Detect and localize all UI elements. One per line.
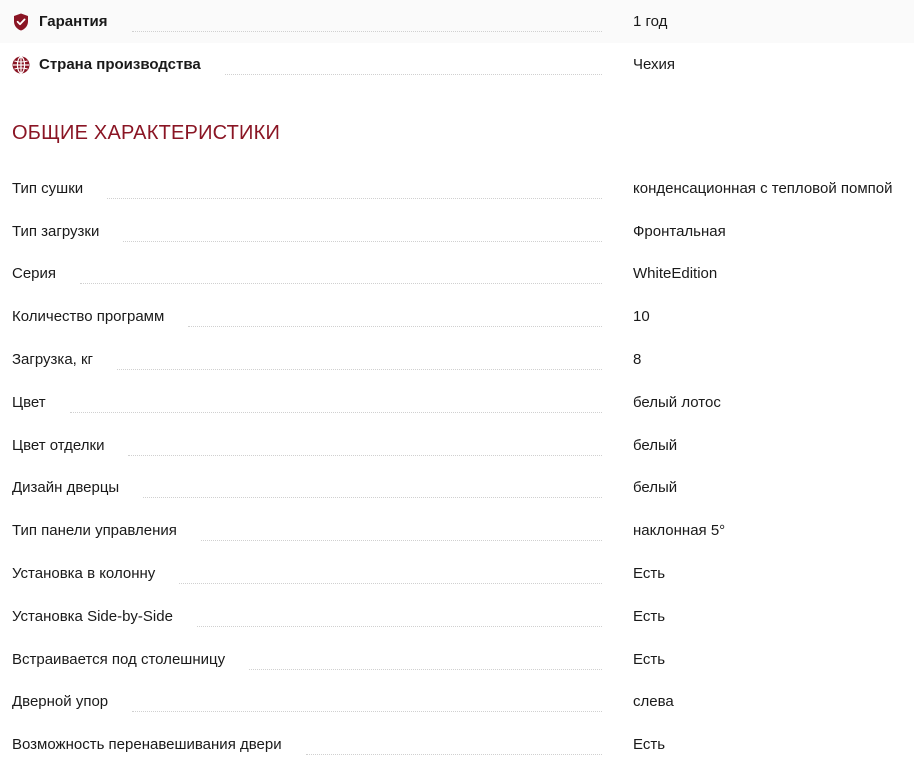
spec-value: белый (633, 479, 678, 497)
spec-label: Установка Side-by-Side (12, 607, 173, 625)
spec-row (0, 424, 914, 467)
dotted-leader (107, 198, 602, 199)
dotted-leader (128, 455, 602, 456)
dotted-leader (201, 540, 602, 541)
spec-value: Есть (633, 607, 666, 625)
spec-label: Тип сушки (12, 179, 84, 197)
spec-label: Встраивается под столешницу (12, 650, 226, 668)
dotted-leader (70, 412, 602, 413)
country-value: Чехия (633, 56, 676, 73)
spec-list (0, 167, 914, 766)
spec-label: Возможность перенавешивания двери (12, 736, 282, 754)
spec-label: Тип загрузки (12, 222, 100, 240)
spec-row (0, 638, 914, 681)
warranty-label: Гарантия (39, 13, 108, 30)
spec-value: WhiteEdition (633, 265, 718, 283)
spec-row (0, 381, 914, 424)
dotted-leader (225, 74, 602, 75)
dotted-leader (143, 497, 602, 498)
spec-row (0, 723, 914, 766)
spec-label: Дизайн дверцы (12, 479, 120, 497)
spec-row (0, 338, 914, 381)
spec-value: наклонная 5° (633, 522, 726, 540)
spec-label: Серия (12, 265, 57, 283)
spec-row (0, 595, 914, 638)
shield-icon (12, 13, 30, 31)
spec-label: Цвет (12, 393, 46, 411)
country-row (0, 43, 914, 86)
globe-icon (12, 56, 30, 74)
section-title: ОБЩИЕ ХАРАКТЕРИСТИКИ (12, 122, 281, 144)
spec-row (0, 167, 914, 210)
spec-label: Тип панели управления (12, 522, 177, 540)
dotted-leader (80, 283, 602, 284)
spec-value: 10 (633, 308, 650, 326)
spec-row (0, 295, 914, 338)
spec-value: Есть (633, 736, 666, 754)
dotted-leader (179, 583, 602, 584)
dotted-leader (123, 241, 602, 242)
spec-value: белый лотос (633, 393, 721, 411)
spec-row (0, 552, 914, 595)
spec-label: Цвет отделки (12, 436, 105, 454)
spec-label: Загрузка, кг (12, 351, 94, 369)
dotted-leader (132, 31, 602, 32)
key-specs (0, 0, 914, 86)
dotted-leader (117, 369, 602, 370)
spec-value: Есть (633, 565, 666, 583)
spec-row (0, 681, 914, 724)
spec-value: Фронтальная (633, 222, 726, 240)
spec-value: конденсационная с тепловой помпой (633, 179, 893, 197)
dotted-leader (188, 326, 602, 327)
spec-label: Установка в колонну (12, 565, 156, 583)
spec-label: Количество программ (12, 308, 165, 326)
spec-row (0, 210, 914, 253)
spec-value: 8 (633, 351, 642, 369)
dotted-leader (197, 626, 602, 627)
spec-value: белый (633, 436, 678, 454)
dotted-leader (249, 669, 602, 670)
spec-row (0, 509, 914, 552)
spec-row (0, 253, 914, 296)
country-label: Страна производства (39, 56, 201, 73)
warranty-value: 1 год (633, 13, 668, 30)
warranty-row (0, 0, 914, 43)
spec-label: Дверной упор (12, 693, 109, 711)
spec-value: Есть (633, 650, 666, 668)
dotted-leader (132, 711, 602, 712)
dotted-leader (306, 754, 602, 755)
spec-row (0, 467, 914, 510)
spec-value: слева (633, 693, 674, 711)
